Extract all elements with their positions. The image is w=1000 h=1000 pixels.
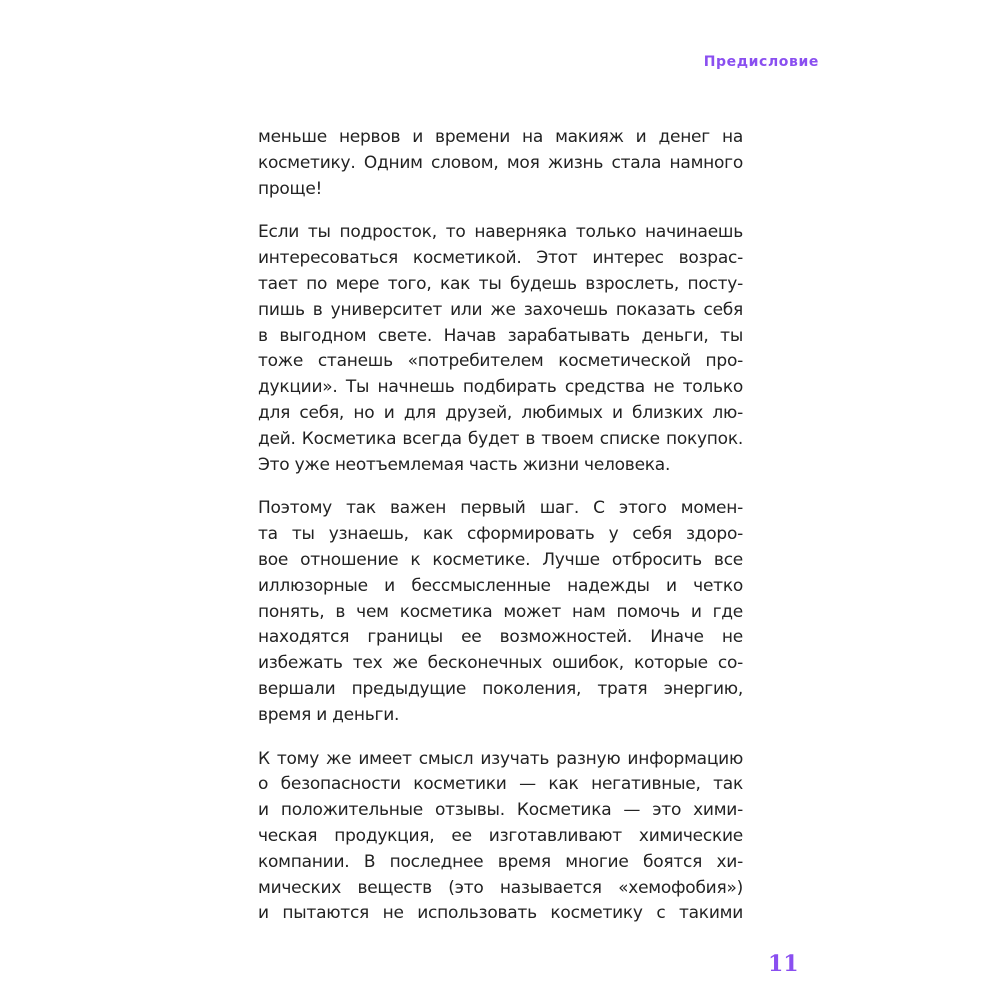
text-line: дукции». Ты начнешь подбирать средства не только xyxy=(258,377,743,398)
body-text xyxy=(258,125,743,945)
text-line: Если ты подросток, то наверняка только начинаешь xyxy=(258,222,743,243)
paragraph-1 xyxy=(258,125,743,202)
text-line: та ты узнаешь, как сформировать у себя здоро- xyxy=(258,524,743,545)
page-number: 11 xyxy=(768,951,799,977)
text-line: находятся границы ее возможностей. Иначе не xyxy=(258,627,743,648)
text-line: тает по мере того, как ты будешь взрослеть, посту- xyxy=(258,273,743,294)
text-line: Поэтому так важен первый шаг. С этого момен- xyxy=(258,498,743,519)
text-line: избежать тех же бесконечных ошибок, которые со- xyxy=(258,653,743,674)
paragraph-4 xyxy=(258,747,743,928)
text-line: тоже станешь «потребителем косметической про- xyxy=(258,351,743,372)
running-header: Предисловие xyxy=(703,54,819,70)
text-line: и положительные отзывы. Косметика — это хими- xyxy=(258,800,743,821)
text-line: время и деньги. xyxy=(258,704,400,725)
text-line: вершали предыдущие поколения, тратя энергию, xyxy=(258,678,743,699)
text-line: проще! xyxy=(258,178,323,199)
text-line: пишь в университет или же захочешь показать себя xyxy=(258,299,743,320)
text-line: о безопасности косметики — как негативные, так xyxy=(258,774,743,795)
text-line: дей. Косметика всегда будет в твоем списке покупок. xyxy=(258,428,743,449)
text-line: понять, в чем косметика может нам помочь и где xyxy=(258,601,743,622)
text-line: К тому же имеет смысл изучать разную информацию xyxy=(258,748,743,769)
paragraph-3 xyxy=(258,496,743,728)
text-line: для себя, но и для друзей, любимых и близких лю- xyxy=(258,402,743,423)
text-line: меньше нервов и времени на макияж и денег на xyxy=(258,127,743,147)
text-line: в выгодном свете. Начав зарабатывать деньги, ты xyxy=(258,325,743,346)
text-line: интересоваться косметикой. Этот интерес возрас- xyxy=(258,248,743,269)
text-line: компании. В последнее время многие боятся хи- xyxy=(258,851,743,872)
text-line: иллюзорные и бессмысленные надежды и четко xyxy=(258,575,743,596)
text-line: и пытаются не использовать косметику с такими xyxy=(258,903,743,924)
text-line: ческая продукция, ее изготавливают химические xyxy=(258,825,743,846)
text-line: мических веществ (это называется «хемофобия») xyxy=(258,877,743,898)
text-line: Это уже неотъемлемая часть жизни человека. xyxy=(258,454,671,475)
paragraph-2 xyxy=(258,220,743,478)
text-line: косметику. Одним словом, моя жизнь стала намного xyxy=(258,152,743,173)
text-line: вое отношение к косметике. Лучше отбросить все xyxy=(258,549,743,570)
